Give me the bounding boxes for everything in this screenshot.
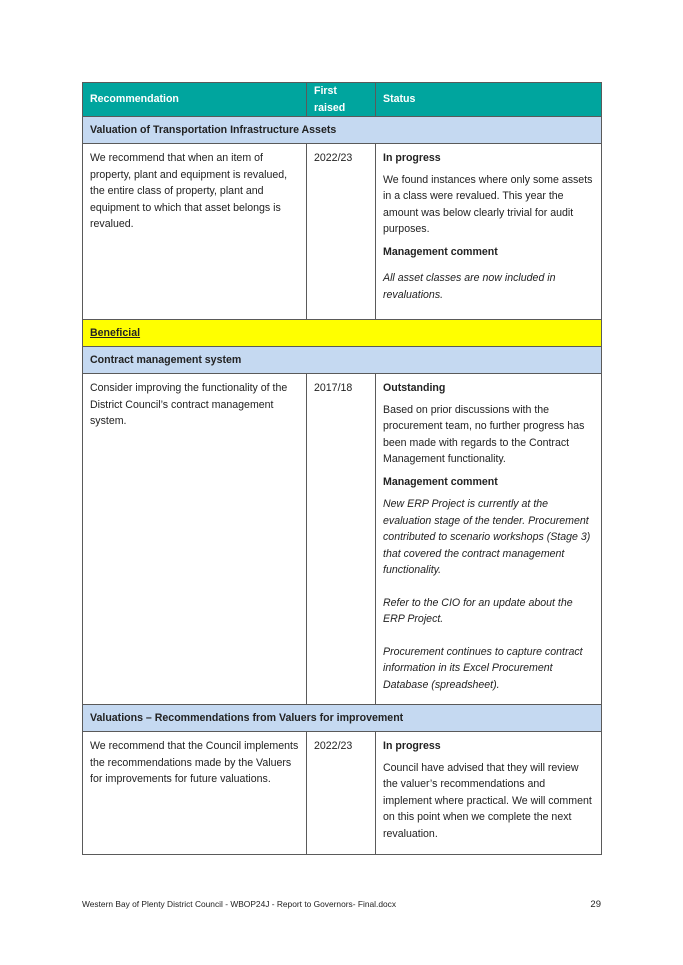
status-text: Council have advised that they will review the valuer’s recommendations and implement where practical. We will comment on this point when we complete the next revaluation.	[383, 761, 592, 840]
priority-label	[83, 320, 602, 347]
page-number: 29	[590, 899, 601, 910]
table-row	[83, 732, 602, 855]
status-cell	[376, 144, 602, 320]
table-row	[83, 374, 602, 705]
section-row	[83, 347, 602, 374]
recommendations-table	[82, 82, 602, 855]
section-row	[83, 117, 602, 144]
management-comment: New ERP Project is currently at the evaluation stage of the tender. Procurement contributed to scenario workshops (Stage 3) that covered the contract management functionality.	[383, 498, 591, 576]
recommendation-cell: We recommend that the Council implements the recommendations made by the Valuers for improvements for future valuations.	[83, 732, 307, 855]
header-first-raised: First raised	[307, 83, 376, 117]
status-text: Based on prior discussions with the procurement team, no further progress has been made with regards to the Contract Management functionality.	[383, 403, 585, 465]
section-title: Contract management system	[83, 347, 602, 374]
status-cell	[376, 732, 602, 855]
status-label: In progress	[383, 740, 441, 752]
priority-row	[83, 320, 602, 347]
status-text: We found instances where only some assets in a class were revalued. This year the amount was below clearly trivial for audit purposes.	[383, 173, 593, 235]
first-raised-cell: 2022/23	[307, 732, 376, 855]
management-comment: Refer to the CIO for an update about the ERP Project.	[383, 596, 573, 625]
section-title: Valuations – Recommendations from Valuers for improvement	[83, 705, 602, 732]
priority-text: Beneficial	[90, 326, 141, 339]
management-comment: Procurement continues to capture contract information in its Excel Procurement Database (spreadsheet).	[383, 645, 583, 691]
page-footer	[82, 899, 601, 909]
section-title: Valuation of Transportation Infrastructure Assets	[83, 117, 602, 144]
recommendation-cell: We recommend that when an item of property, plant and equipment is revalued, the entire class of property, plant and equipment to which that asset belongs is revalued.	[83, 144, 307, 320]
management-comment-heading: Management comment	[383, 245, 498, 258]
first-raised-cell: 2017/18	[307, 374, 376, 705]
recommendation-cell: Consider improving the functionality of the District Council’s contract management system.	[83, 374, 307, 705]
table-row	[83, 144, 602, 320]
management-comment-heading: Management comment	[383, 475, 498, 488]
first-raised-cell: 2022/23	[307, 144, 376, 320]
status-label: In progress	[383, 152, 441, 164]
table-header-row	[83, 83, 602, 117]
header-status: Status	[376, 83, 602, 117]
header-recommendation: Recommendation	[83, 83, 307, 117]
section-row	[83, 705, 602, 732]
footer-text: Western Bay of Plenty District Council - WBOP24J - Report to Governors- Final.docx	[82, 899, 397, 909]
status-label: Outstanding	[383, 382, 446, 394]
status-cell	[376, 374, 602, 705]
management-comment: All asset classes are now included in revaluations.	[383, 272, 556, 301]
